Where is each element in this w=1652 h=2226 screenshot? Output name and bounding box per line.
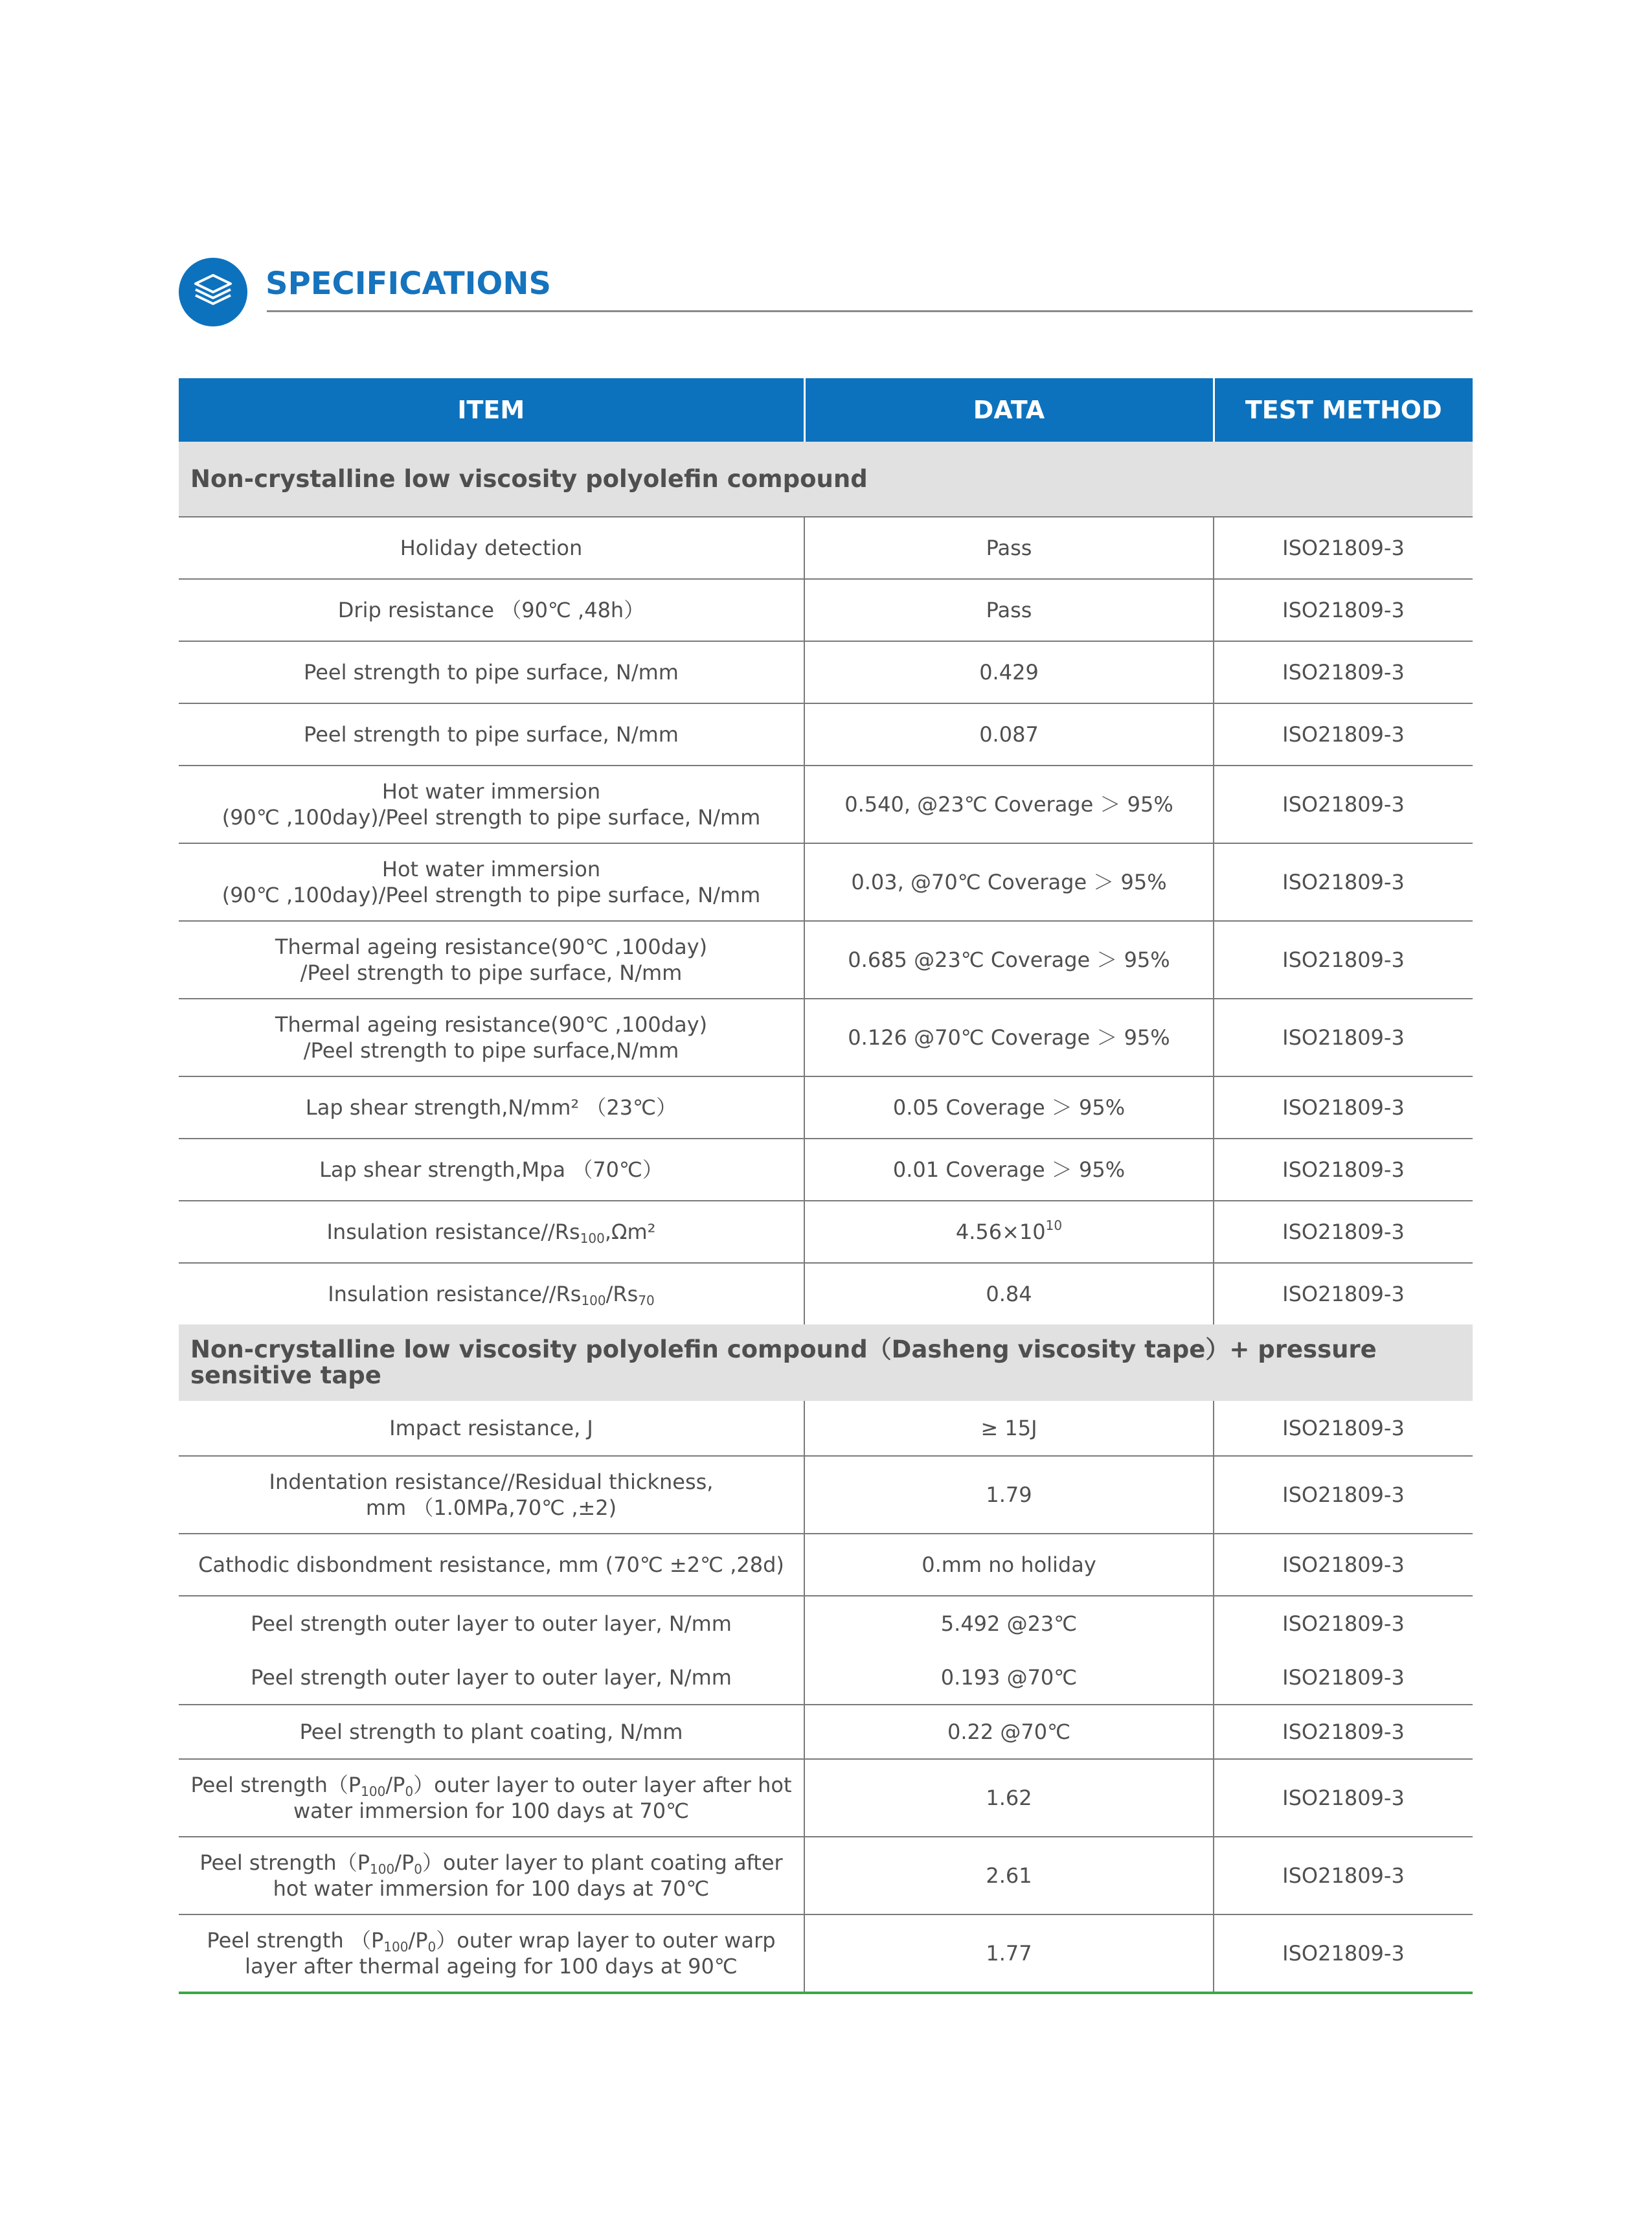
item-subscript: 100 [580, 1231, 605, 1246]
table-row [179, 703, 1473, 766]
item-cell [179, 1837, 804, 1914]
item-line: Hot water immersion [381, 779, 601, 804]
table-row [179, 1759, 1473, 1837]
table-row [179, 1456, 1473, 1534]
item-cell: Drip resistance （90℃ ,48h） [179, 579, 804, 641]
table-row [179, 1534, 1473, 1596]
column-header-item: ITEM [179, 378, 804, 442]
table-row [179, 1201, 1473, 1263]
item-cell [179, 921, 804, 999]
method-cell: ISO21809-3 [1214, 579, 1473, 641]
method-cell: ISO21809-3 [1214, 1401, 1473, 1456]
item-line: /Peel strength to pipe surface, N/mm [300, 960, 683, 985]
method-cell: ISO21809-3 [1214, 1837, 1473, 1914]
section-header [179, 442, 1473, 517]
page-header [179, 258, 1473, 329]
method-cell: ISO21809-3 [1214, 843, 1473, 921]
data-cell: 0.22 @70℃ [804, 1705, 1214, 1759]
item-line: water immersion for 100 days at 70℃ [293, 1799, 690, 1823]
item-text: Peel strength（P [190, 1773, 361, 1797]
data-cell: 0.84 [804, 1263, 1214, 1324]
item-text: /Rs [605, 1282, 639, 1306]
item-cell: Peel strength outer layer to outer layer, N/mm [179, 1651, 804, 1705]
item-text: /P [394, 1850, 414, 1875]
data-cell: 0.01 Coverage ＞ 95% [804, 1139, 1214, 1201]
item-text: ）outer layer to outer layer after hot [413, 1773, 792, 1797]
data-cell: 1.62 [804, 1759, 1214, 1837]
method-cell: ISO21809-3 [1214, 766, 1473, 843]
item-subscript: 100 [383, 1939, 409, 1955]
table-row [179, 1651, 1473, 1705]
method-cell: ISO21809-3 [1214, 1456, 1473, 1534]
table-row [179, 517, 1473, 579]
table-row [179, 641, 1473, 703]
data-cell: 0.03, @70℃ Coverage ＞ 95% [804, 843, 1214, 921]
table-row [179, 1401, 1473, 1456]
method-cell: ISO21809-3 [1282, 1282, 1405, 1306]
table-row [179, 1139, 1473, 1201]
method-cell: ISO21809-3 [1214, 1201, 1473, 1263]
data-superscript: 10 [1045, 1218, 1063, 1233]
column-header-test-method: TEST METHOD [1214, 378, 1473, 442]
table-row [179, 579, 1473, 641]
item-line: layer after thermal ageing for 100 days at 90℃ [245, 1954, 738, 1979]
data-text: 4.56×10 [955, 1220, 1046, 1244]
item-subscript: 0 [427, 1939, 436, 1955]
table-header-row [179, 378, 1473, 442]
data-cell: 0.087 [804, 703, 1214, 766]
section-title: Non-crystalline low viscosity polyolefin compound [179, 442, 1473, 517]
item-subscript: 100 [361, 1784, 386, 1799]
method-cell: ISO21809-3 [1214, 1076, 1473, 1139]
item-line: Hot water immersion [381, 857, 601, 881]
item-cell [179, 843, 804, 921]
item-line: Thermal ageing resistance(90℃ ,100day) [275, 1012, 708, 1037]
page-title: SPECIFICATIONS [266, 266, 552, 302]
data-cell: 1.79 [804, 1456, 1214, 1534]
item-cell [179, 1914, 804, 1993]
table-row [179, 1596, 1473, 1651]
item-cell: Lap shear strength,Mpa （70℃） [179, 1139, 804, 1201]
method-cell: ISO21809-3 [1214, 1705, 1473, 1759]
method-cell: ISO21809-3 [1282, 1611, 1405, 1636]
item-cell: Peel strength outer layer to outer layer, N/mm [179, 1596, 804, 1651]
method-cell: ISO21809-3 [1214, 703, 1473, 766]
item-text: /P [385, 1773, 405, 1797]
table-row [179, 766, 1473, 843]
table-row [179, 843, 1473, 921]
data-cell: 0.05 Coverage ＞ 95% [804, 1076, 1214, 1139]
item-text: /P [408, 1928, 428, 1953]
item-line: Indentation resistance//Residual thickness, [269, 1470, 714, 1494]
data-cell: 1.77 [804, 1914, 1214, 1993]
item-subscript: 100 [370, 1861, 395, 1877]
data-cell: Pass [804, 517, 1214, 579]
method-cell: ISO21809-3 [1214, 517, 1473, 579]
item-cell [179, 999, 804, 1076]
header-divider [267, 310, 1473, 312]
item-text: ）outer wrap layer to outer warp [436, 1928, 776, 1953]
data-cell [804, 1201, 1214, 1263]
item-cell [179, 766, 804, 843]
item-cell [179, 1263, 804, 1324]
item-text: ）outer layer to plant coating after [422, 1850, 783, 1875]
column-header-data: DATA [804, 378, 1214, 442]
item-line: Thermal ageing resistance(90℃ ,100day) [275, 935, 708, 959]
item-cell: Cathodic disbondment resistance, mm (70℃ ±2℃ ,28d) [179, 1534, 804, 1596]
item-text: Insulation resistance//Rs [328, 1282, 582, 1306]
method-cell: ISO21809-3 [1214, 921, 1473, 999]
item-cell: Peel strength to plant coating, N/mm [179, 1705, 804, 1759]
item-cell: Holiday detection [179, 517, 804, 579]
table-row [179, 999, 1473, 1076]
data-cell: ≥ 15J [804, 1401, 1214, 1456]
item-line: hot water immersion for 100 days at 70℃ [273, 1876, 710, 1901]
table-row [179, 1837, 1473, 1914]
item-cell [179, 1456, 804, 1534]
data-cell: 0.540, @23℃ Coverage ＞ 95% [804, 766, 1214, 843]
item-cell [179, 1201, 804, 1263]
method-cell: ISO21809-3 [1214, 1914, 1473, 1993]
item-cell: Peel strength to pipe surface, N/mm [179, 641, 804, 703]
data-cell: 0.126 @70℃ Coverage ＞ 95% [804, 999, 1214, 1076]
data-cell: 0.mm no holiday [804, 1534, 1214, 1596]
item-subscript: 0 [414, 1861, 422, 1877]
table-row [179, 1914, 1473, 1993]
item-line: (90℃ ,100day)/Peel strength to pipe surface, N/mm [221, 805, 761, 830]
data-cell: 0.685 @23℃ Coverage ＞ 95% [804, 921, 1214, 999]
item-subscript: 70 [638, 1293, 655, 1308]
data-cell: 0.193 @70℃ [804, 1651, 1214, 1705]
item-text: ,Ωm² [604, 1220, 656, 1244]
section-header [179, 1324, 1473, 1401]
data-cell: 0.429 [804, 641, 1214, 703]
item-line: /Peel strength to pipe surface,N/mm [303, 1038, 679, 1063]
item-cell [179, 1759, 804, 1837]
item-cell: Impact resistance, J [179, 1401, 804, 1456]
method-cell: ISO21809-3 [1214, 1534, 1473, 1596]
item-cell: Peel strength to pipe surface, N/mm [179, 703, 804, 766]
data-cell: 2.61 [804, 1837, 1214, 1914]
data-cell: 5.492 @23℃ [804, 1596, 1214, 1651]
item-subscript: 0 [405, 1784, 414, 1799]
method-cell: ISO21809-3 [1214, 999, 1473, 1076]
method-cell: ISO21809-3 [1214, 641, 1473, 703]
item-line: mm （1.0MPa,70℃ ,±2) [365, 1495, 617, 1520]
item-text: Insulation resistance//Rs [326, 1220, 580, 1244]
item-cell: Lap shear strength,N/mm² （23℃） [179, 1076, 804, 1139]
item-subscript: 100 [581, 1293, 606, 1308]
specifications-table [179, 378, 1473, 1994]
layers-icon [179, 258, 247, 326]
section-title: Non-crystalline low viscosity polyolefin compound（Dasheng viscosity tape）+ pressure sensitive tape [179, 1324, 1473, 1401]
item-line: (90℃ ,100day)/Peel strength to pipe surface, N/mm [221, 883, 761, 907]
item-text: Peel strength（P [199, 1850, 370, 1875]
method-cell: ISO21809-3 [1214, 1139, 1473, 1201]
table-row [179, 1263, 1473, 1324]
method-cell: ISO21809-3 [1214, 1759, 1473, 1837]
table-row [179, 1076, 1473, 1139]
table-row [179, 1705, 1473, 1759]
data-cell: Pass [804, 579, 1214, 641]
table-row [179, 921, 1473, 999]
method-cell: ISO21809-3 [1214, 1651, 1473, 1705]
item-text: Peel strength （P [207, 1928, 384, 1953]
